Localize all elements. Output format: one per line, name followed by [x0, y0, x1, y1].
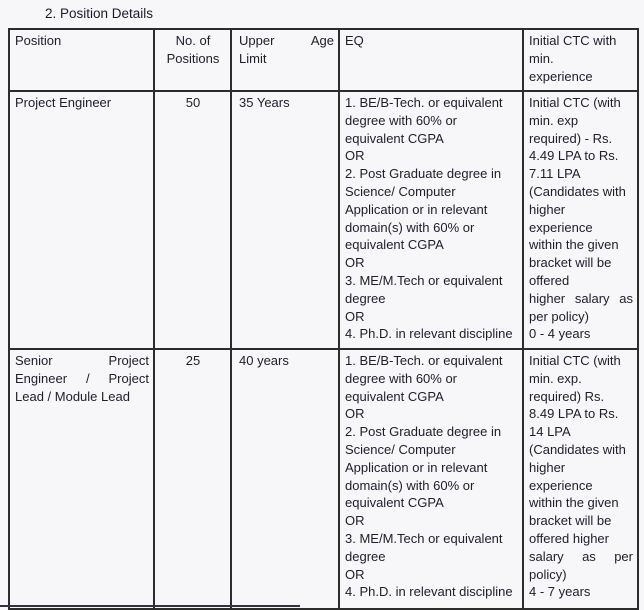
- page-edge-line: [0, 605, 300, 607]
- section-title: 2. Position Details: [45, 6, 154, 21]
- cell-position: Senior Project Engineer / Project Lead / Module Lead: [9, 349, 154, 609]
- header-cell-eq: EQ: [339, 29, 523, 91]
- cell-age-limit: 40 years: [231, 349, 339, 609]
- header-row: [9, 29, 638, 91]
- table-row: [9, 91, 638, 349]
- cell-eq: 1. BE/B-Tech. or equivalent degree with 60% or equivalent CGPA OR 2. Post Graduate degree in Science/ Computer Application or in relevant domain(s) with 60% or equivalent CGPA OR 3. ME/M.Tech or equivalent degree OR 4. Ph.D. in relevant discipline: [339, 349, 523, 609]
- cell-num-positions: 25: [154, 349, 231, 609]
- position-details-table: [8, 28, 639, 610]
- cell-age-limit: 35 Years: [231, 91, 339, 349]
- cell-position: Project Engineer: [9, 91, 154, 349]
- table-row: [9, 349, 638, 609]
- header-cell-age-limit: Upper Age Limit: [231, 29, 339, 91]
- header-cell-position: Position: [9, 29, 154, 91]
- cell-ctc: Initial CTC (with min. exp. required) Rs. 8.49 LPA to Rs. 14 LPA (Candidates with higher experience within the given bracket will be offered higher salary as per policy) 4 - 7 years: [523, 349, 638, 609]
- cell-eq: 1. BE/B-Tech. or equivalent degree with 60% or equivalent CGPA OR 2. Post Graduate degree in Science/ Computer Application or in relevant domain(s) with 60% or equivalent CGPA OR 3. ME/M.Tech or equivalent degree OR 4. Ph.D. in relevant discipline: [339, 91, 523, 349]
- header-cell-num-positions: No. of Positions: [154, 29, 231, 91]
- cell-num-positions: 50: [154, 91, 231, 349]
- cell-ctc: Initial CTC (with min. exp required) - Rs. 4.49 LPA to Rs. 7.11 LPA (Candidates with higher experience within the given bracket will be offered higher salary as per policy) 0 - 4 years: [523, 91, 638, 349]
- header-cell-ctc: Initial CTC with min. experience: [523, 29, 638, 91]
